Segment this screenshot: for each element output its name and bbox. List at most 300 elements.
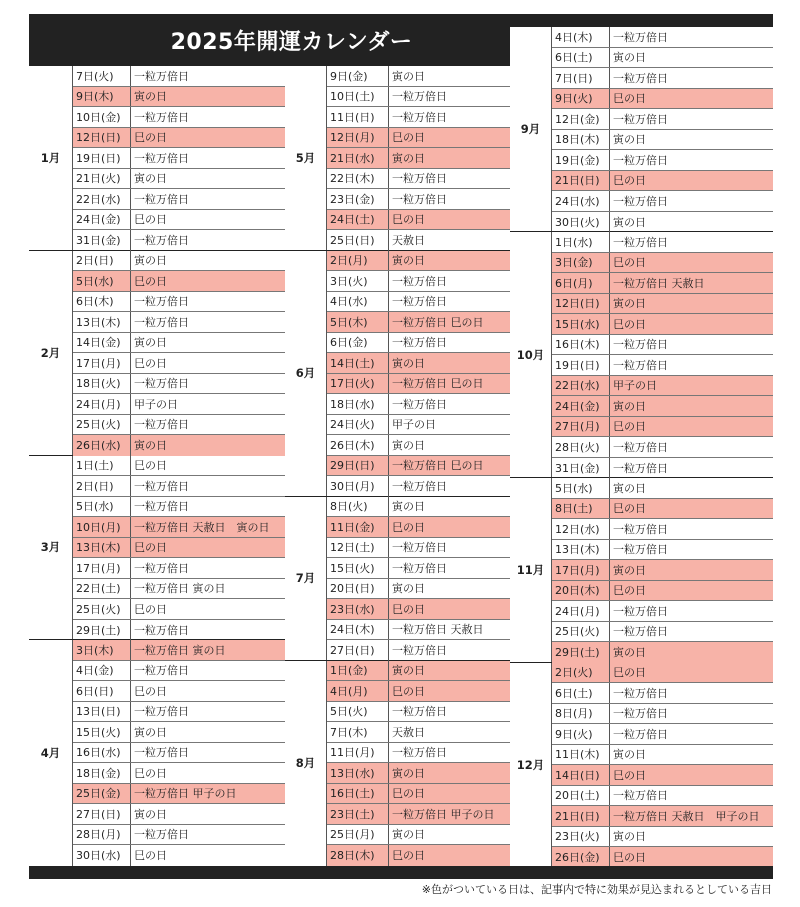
date-cell: 14日(土) [327,353,389,373]
month-label: 7月 [285,497,327,660]
date-cell: 23日(火) [552,827,610,847]
date-cell: 27日(日) [327,640,389,661]
date-cell: 2日(月) [327,251,389,271]
event-cell: 一粒万倍日 [613,30,668,44]
date-cell: 25日(月) [327,825,389,845]
event-cell: 一粒万倍日 [134,561,189,575]
calendar-row [552,437,773,458]
calendar-row [73,353,285,374]
calendar-row-highlighted [552,847,773,868]
event-cell: 寅の日 [134,172,167,186]
event-cell: 一粒万倍日 [134,295,189,309]
event-cell: 巳の日 [392,213,425,227]
calendar-row-highlighted [73,784,285,805]
calendar-row [327,640,510,661]
calendar-row-highlighted [327,804,510,825]
calendar-row [73,148,285,169]
calendar-row [327,620,510,641]
calendar-row [552,130,773,151]
calendar-row-highlighted [552,273,773,294]
calendar-row [552,786,773,807]
calendar-row-highlighted [327,456,510,477]
event-cell: 巳の日 [613,851,646,865]
calendar-row [73,825,285,846]
event-cell: 一粒万倍日 [134,828,189,842]
calendar-row [552,232,773,253]
event-cell: 寅の日 [392,356,425,370]
calendar-row [327,702,510,723]
event-cell: 寅の日 [613,748,646,762]
date-cell: 25日(日) [327,230,389,251]
event-cell: 一粒万倍日 [613,604,668,618]
event-cell: 一粒万倍日 [613,707,668,721]
event-cell: 寅の日 [134,254,167,268]
calendar-row [73,620,285,641]
date-cell: 29日(土) [552,642,610,663]
event-cell: 一粒万倍日 [392,110,447,124]
event-cell: 巳の日 [134,541,167,555]
date-cell: 25日(金) [73,784,131,804]
date-cell: 1日(金) [327,661,389,681]
event-cell: 巳の日 [134,356,167,370]
calendar-row [552,601,773,622]
event-cell: 一粒万倍日 [392,397,447,411]
date-cell: 20日(土) [552,786,610,806]
event-cell: 一粒万倍日 [134,664,189,678]
event-cell: 一粒万倍日 甲子の日 [392,807,495,821]
date-cell: 17日(月) [73,353,131,373]
calendar-row [73,230,285,251]
date-cell: 22日(水) [552,376,610,396]
event-cell: 一粒万倍日 [392,90,447,104]
month-block [29,640,285,866]
month-block [510,478,773,663]
month-block [285,251,510,497]
event-cell: 一粒万倍日 [392,705,447,719]
calendar-row [73,497,285,518]
date-cell: 22日(木) [327,169,389,189]
date-cell: 4日(金) [73,661,131,681]
date-cell: 11日(月) [327,743,389,763]
date-cell: 16日(土) [327,784,389,804]
event-cell: 一粒万倍日 [134,110,189,124]
date-cell: 24日(水) [552,191,610,211]
month-label: 2月 [29,251,73,455]
calendar-row-highlighted [552,560,773,581]
event-cell: 天赦日 [392,725,425,739]
calendar-row [327,579,510,600]
date-cell: 11日(日) [327,107,389,127]
month-block [510,663,773,868]
event-cell: 一粒万倍日 [134,69,189,83]
calendar-row [552,704,773,725]
event-cell: 巳の日 [392,849,425,863]
calendar-row [73,394,285,415]
date-cell: 15日(水) [552,314,610,334]
calendar-row [552,683,773,704]
calendar-row-highlighted [552,253,773,274]
calendar-row-highlighted [552,806,773,827]
event-cell: 寅の日 [392,254,425,268]
month-label: 5月 [285,66,327,250]
calendar-row [73,476,285,497]
month-label: 12月 [510,663,552,868]
calendar-row [73,763,285,784]
date-cell: 2日(日) [73,476,131,496]
event-cell: 一粒万倍日 [613,789,668,803]
date-cell: 13日(木) [73,538,131,558]
date-cell: 5日(水) [73,497,131,517]
event-cell: 一粒万倍日 [613,727,668,741]
calendar-row [73,804,285,825]
date-cell: 31日(金) [552,458,610,479]
date-cell: 8日(月) [552,704,610,724]
event-cell: 寅の日 [613,563,646,577]
month-label: 11月 [510,478,552,662]
date-cell: 5日(水) [73,271,131,291]
calendar-row-highlighted [73,435,285,456]
calendar-row [552,27,773,48]
calendar-row-highlighted [73,640,285,661]
event-cell: 一粒万倍日 [392,644,447,658]
date-cell: 28日(月) [73,825,131,845]
event-cell: 寅の日 [392,438,425,452]
calendar-row [73,169,285,190]
date-cell: 6日(月) [552,273,610,293]
calendar-row [73,681,285,702]
event-cell: 寅の日 [134,336,167,350]
date-cell: 31日(金) [73,230,131,251]
event-cell: 寅の日 [613,646,646,660]
calendar-row-highlighted [327,763,510,784]
date-cell: 15日(火) [327,558,389,578]
calendar-row-highlighted [73,87,285,108]
calendar-row-highlighted [327,845,510,866]
event-cell: 巳の日 [392,787,425,801]
event-cell: 寅の日 [392,500,425,514]
date-cell: 9日(金) [327,66,389,86]
date-cell: 24日(月) [73,394,131,414]
month-block [29,251,285,456]
month-label: 4月 [29,640,73,866]
calendar-row [552,212,773,233]
month-block [29,66,285,251]
event-cell: 一粒万倍日 天赦日 [613,276,705,290]
date-cell: 13日(木) [73,312,131,332]
calendar-row [73,743,285,764]
calendar-row [552,745,773,766]
event-cell: 巳の日 [134,131,167,145]
event-cell: 巳の日 [392,520,425,534]
date-cell: 19日(日) [552,355,610,375]
date-cell: 12日(金) [552,109,610,129]
date-cell: 19日(金) [552,150,610,170]
date-cell: 30日(月) [327,476,389,497]
date-cell: 8日(火) [327,497,389,517]
calendar-row [327,66,510,87]
event-cell: 一粒万倍日 [134,315,189,329]
event-cell: 一粒万倍日 [134,377,189,391]
date-cell: 17日(月) [73,558,131,578]
calendar-row [73,312,285,333]
date-cell: 18日(木) [552,130,610,150]
calendar-row [327,743,510,764]
calendar-row [73,415,285,436]
event-cell: 寅の日 [134,90,167,104]
calendar-row [552,109,773,130]
date-cell: 9日(火) [552,89,610,109]
calendar-row [73,251,285,272]
event-cell: 巳の日 [613,768,646,782]
date-cell: 6日(木) [73,292,131,312]
calendar-row [552,150,773,171]
calendar-row [552,827,773,848]
event-cell: 巳の日 [613,92,646,106]
event-cell: 寅の日 [134,807,167,821]
date-cell: 1日(土) [73,456,131,476]
event-cell: 一粒万倍日 寅の日 [134,582,226,596]
event-cell: 一粒万倍日 [134,151,189,165]
calendar-row [327,230,510,251]
month-label: 10月 [510,232,552,477]
calendar-row-highlighted [552,581,773,602]
calendar-row-highlighted [552,89,773,110]
event-cell: 一粒万倍日 [134,500,189,514]
date-cell: 25日(火) [73,415,131,435]
date-cell: 29日(土) [73,620,131,641]
date-cell: 4日(月) [327,681,389,701]
calendar-row [327,271,510,292]
date-cell: 11日(金) [327,517,389,537]
event-cell: 一粒万倍日 [613,686,668,700]
calendar-row [552,355,773,376]
calendar-row-highlighted [552,396,773,417]
month-label: 8月 [285,661,327,866]
event-cell: 巳の日 [134,849,167,863]
event-cell: 一粒万倍日 [134,192,189,206]
calendar-row [327,497,510,518]
title-bar [29,14,510,66]
month-block [510,27,773,232]
date-cell: 10日(土) [327,87,389,107]
calendar-row-highlighted [327,517,510,538]
event-cell: 巳の日 [134,213,167,227]
date-cell: 21日(日) [552,806,610,826]
date-cell: 19日(日) [73,148,131,168]
event-cell: 一粒万倍日 寅の日 [134,643,226,657]
calendar-row [552,335,773,356]
event-cell: 一粒万倍日 巳の日 [392,459,484,473]
date-cell: 13日(水) [327,763,389,783]
event-cell: 寅の日 [392,151,425,165]
date-cell: 18日(金) [73,763,131,783]
event-cell: 一粒万倍日 巳の日 [392,377,484,391]
date-cell: 25日(火) [552,622,610,642]
date-cell: 3日(木) [73,640,131,660]
calendar-row-highlighted [327,661,510,682]
calendar-row [73,558,285,579]
event-cell: 一粒万倍日 天赦日 [392,623,484,637]
event-cell: 巳の日 [613,420,646,434]
calendar-row-highlighted [552,499,773,520]
calendar-row [552,478,773,499]
date-cell: 9日(火) [552,724,610,744]
date-cell: 24日(月) [552,601,610,621]
date-cell: 18日(水) [327,394,389,414]
date-cell: 7日(木) [327,722,389,742]
calendar-row [327,189,510,210]
calendar-row [73,599,285,620]
date-cell: 30日(火) [552,212,610,233]
calendar-row-highlighted [327,681,510,702]
month-label: 3月 [29,456,73,640]
event-cell: 一粒万倍日 天赦日 寅の日 [134,520,270,534]
date-cell: 3日(金) [552,253,610,273]
calendar-row [327,394,510,415]
month-block [285,661,510,866]
date-cell: 16日(水) [73,743,131,763]
calendar-row [73,661,285,682]
calendar-row [327,292,510,313]
date-cell: 27日(日) [73,804,131,824]
calendar-row-highlighted [327,148,510,169]
calendar-row [327,107,510,128]
date-cell: 24日(金) [73,210,131,230]
date-cell: 12日(土) [327,538,389,558]
date-cell: 18日(火) [73,374,131,394]
date-cell: 11日(木) [552,745,610,765]
event-cell: 寅の日 [392,582,425,596]
date-cell: 6日(金) [327,333,389,353]
calendar-row [73,66,285,87]
calendar-row [327,435,510,456]
date-cell: 21日(水) [327,148,389,168]
calendar-row-highlighted [327,374,510,395]
date-cell: 20日(日) [327,579,389,599]
event-cell: 巳の日 [392,131,425,145]
date-cell: 8日(土) [552,499,610,519]
event-cell: 巳の日 [613,666,646,680]
event-cell: 寅の日 [392,69,425,83]
calendar-row-highlighted [327,784,510,805]
event-cell: 一粒万倍日 [392,336,447,350]
event-cell: 寅の日 [613,133,646,147]
calendar-row [552,48,773,69]
date-cell: 22日(水) [73,189,131,209]
month-label: 1月 [29,66,73,250]
date-cell: 24日(金) [552,396,610,416]
calendar-row [73,210,285,231]
footnote: ※色がついている日は、記事内で特に効果が見込まれるとしている吉日 [421,883,772,896]
date-cell: 26日(木) [327,435,389,455]
calendar-row-highlighted [73,271,285,292]
event-cell: 一粒万倍日 [392,172,447,186]
event-cell: 一粒万倍日 [613,235,668,249]
column-sep-dec [510,27,773,868]
date-cell: 24日(木) [327,620,389,640]
calendar-row-highlighted [73,517,285,538]
date-cell: 26日(水) [73,435,131,456]
calendar-row [73,189,285,210]
calendar-row-highlighted [552,171,773,192]
month-block [285,66,510,251]
calendar-row [552,724,773,745]
event-cell: 巳の日 [392,684,425,698]
event-cell: 寅の日 [613,830,646,844]
calendar-row [73,333,285,354]
calendar-row-highlighted [552,314,773,335]
event-cell: 一粒万倍日 [613,194,668,208]
calendar-row-highlighted [327,312,510,333]
calendar-row [327,558,510,579]
month-block [285,497,510,661]
event-cell: 一粒万倍日 [613,153,668,167]
event-cell: 巳の日 [134,766,167,780]
calendar-row [552,622,773,643]
month-label: 6月 [285,251,327,496]
event-cell: 一粒万倍日 [613,440,668,454]
date-cell: 5日(水) [552,478,610,498]
event-cell: 寅の日 [613,51,646,65]
calendar-row [552,458,773,479]
event-cell: 一粒万倍日 [134,705,189,719]
date-cell: 29日(日) [327,456,389,476]
date-cell: 12日(水) [552,519,610,539]
event-cell: 寅の日 [134,725,167,739]
calendar-row-highlighted [552,417,773,438]
calendar-row [327,476,510,497]
column-jan-apr [29,66,285,866]
calendar-row-highlighted [552,294,773,315]
calendar-row [327,538,510,559]
event-cell: 一粒万倍日 [392,746,447,760]
event-cell: 甲子の日 [613,379,657,393]
date-cell: 1日(水) [552,232,610,252]
calendar-row [73,722,285,743]
calendar-row [327,825,510,846]
date-cell: 12日(月) [327,128,389,148]
event-cell: 寅の日 [613,481,646,495]
date-cell: 24日(土) [327,210,389,230]
event-cell: 巳の日 [134,459,167,473]
event-cell: 一粒万倍日 天赦日 甲子の日 [613,809,760,823]
calendar-row [327,722,510,743]
calendar-row [552,540,773,561]
date-cell: 6日(土) [552,48,610,68]
date-cell: 23日(水) [327,599,389,619]
date-cell: 10日(月) [73,517,131,537]
event-cell: 一粒万倍日 [613,338,668,352]
calendar-row [73,107,285,128]
calendar-row [552,191,773,212]
event-cell: 巳の日 [134,274,167,288]
event-cell: 一粒万倍日 [134,418,189,432]
date-cell: 14日(金) [73,333,131,353]
calendar-row [73,702,285,723]
calendar-row-highlighted [552,642,773,663]
calendar-row-highlighted [327,128,510,149]
event-cell: 寅の日 [613,399,646,413]
event-cell: 一粒万倍日 [613,358,668,372]
event-cell: 一粒万倍日 [392,561,447,575]
calendar-row [552,68,773,89]
event-cell: 巳の日 [613,502,646,516]
bottom-bar [29,866,773,879]
event-cell: 寅の日 [613,297,646,311]
date-cell: 10日(金) [73,107,131,127]
date-cell: 14日(日) [552,765,610,785]
calendar-row-highlighted [73,128,285,149]
